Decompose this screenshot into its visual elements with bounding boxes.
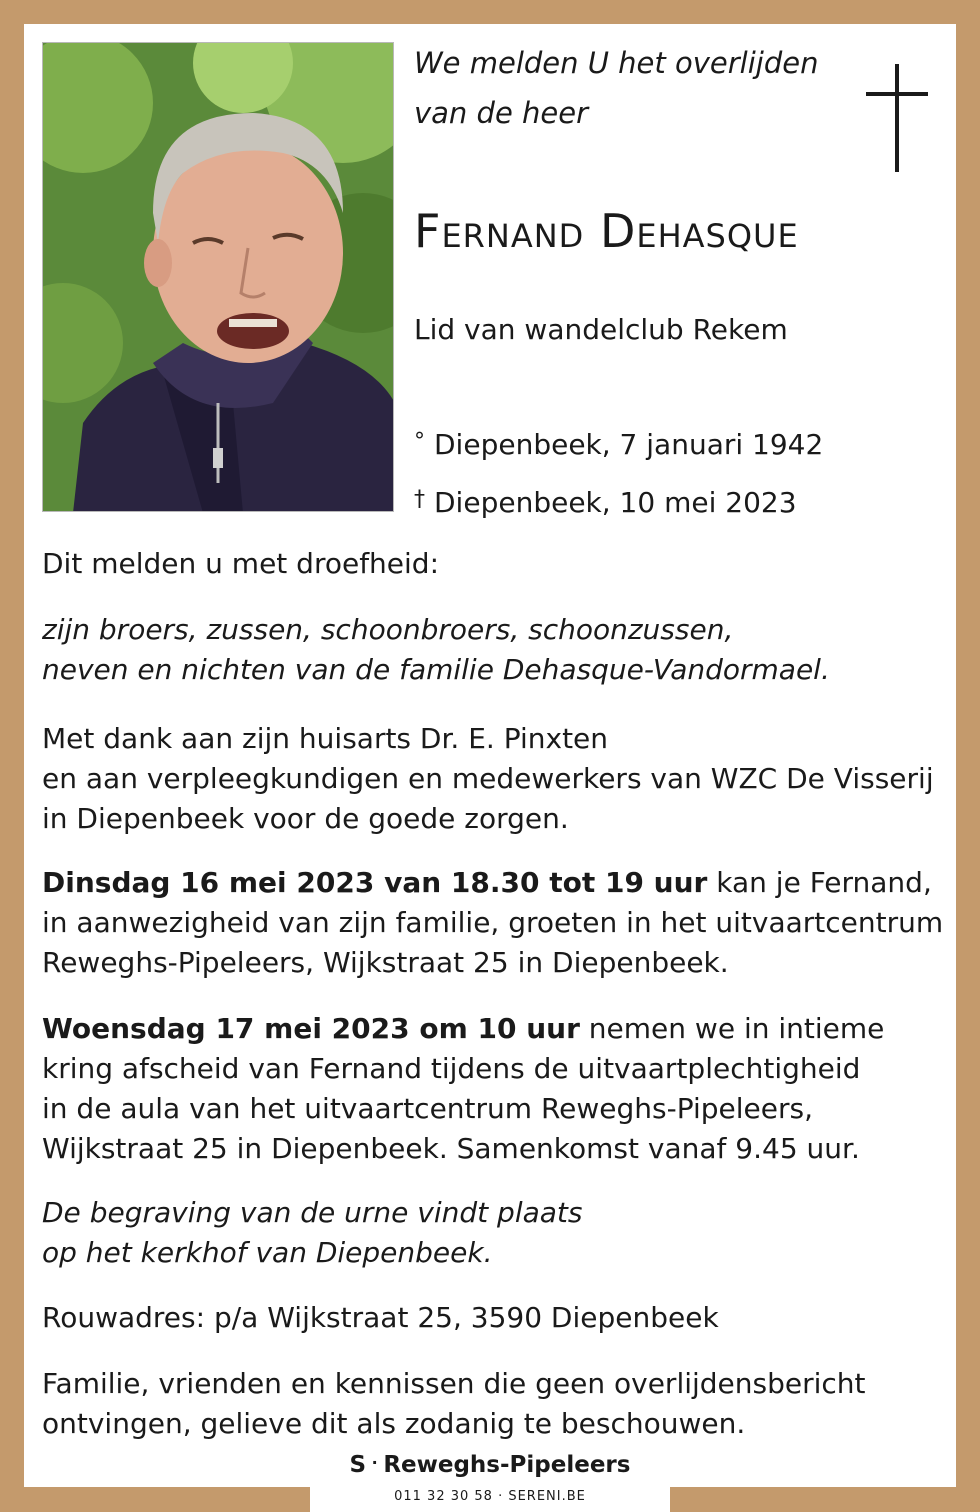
- funeral-home-contact: 011 32 30 58 · SERENI.BE: [394, 1489, 586, 1504]
- border-left-lower: [0, 512, 24, 1512]
- birth-line: [414, 420, 823, 467]
- announce-text: Dit melden u met droefheid:: [42, 547, 440, 580]
- thanks-line-3: in Diepenbeek voor de goede zorgen.: [42, 802, 569, 835]
- funeral-line-3: in de aula van het uitvaartcentrum Reweghs-Pipeleers,: [42, 1092, 813, 1125]
- burial-line-1: De begraving van de urne vindt plaats: [42, 1196, 583, 1229]
- funeral-datetime: Woensdag 17 mei 2023 om 10 uur: [42, 1012, 580, 1045]
- funeral-line-4: Wijkstraat 25 in Diepenbeek. Samenkomst vanaf 9.45 uur.: [42, 1132, 860, 1165]
- family-line-2: neven en nichten van de familie Dehasque-Vandormael.: [42, 653, 830, 686]
- visit-line-3: Reweghs-Pipeleers, Wijkstraat 25 in Diepenbeek.: [42, 946, 729, 979]
- intro-line-1: We melden U het overlijden: [414, 46, 819, 80]
- death-text: Diepenbeek, 10 mei 2023: [434, 486, 797, 519]
- mourning-address: Rouwadres: p/a Wijkstraat 25, 3590 Diepenbeek: [42, 1301, 719, 1334]
- visit-datetime: Dinsdag 16 mei 2023 van 18.30 tot 19 uur: [42, 866, 708, 899]
- deceased-name: Fernand Dehasque: [414, 204, 799, 258]
- funeral-home-name: Reweghs-Pipeleers: [383, 1452, 631, 1478]
- funeral-line-2: kring afscheid van Fernand tijdens de uitvaartplechtigheid: [42, 1052, 861, 1085]
- funeral-home-logo: S · Reweghs-Pipeleers: [349, 1452, 631, 1478]
- intro-text: [414, 38, 818, 138]
- family-line-1: zijn broers, zussen, schoonbroers, schoonzussen,: [42, 613, 734, 646]
- funeral-line-1: [42, 1009, 884, 1049]
- visit-line-2: in aanwezigheid van zijn familie, groeten in het uitvaartcentrum: [42, 906, 944, 939]
- intro-line-2: van de heer: [414, 96, 588, 130]
- burial-line-2: op het kerkhof van Diepenbeek.: [42, 1236, 493, 1269]
- thanks-line-2: en aan verpleegkundigen en medewerkers van WZC De Visserij: [42, 762, 934, 795]
- death-symbol: †: [414, 487, 425, 512]
- funeral-home-mark: S: [349, 1452, 367, 1478]
- visit-line-1: [42, 863, 932, 903]
- thanks-line-1: Met dank aan zijn huisarts Dr. E. Pinxten: [42, 722, 609, 755]
- visit-line-1-rest: kan je Fernand,: [707, 866, 932, 899]
- birth-symbol: °: [414, 429, 425, 454]
- closing-line-1: Familie, vrienden en kennissen die geen overlijdensbericht: [42, 1367, 866, 1400]
- closing-line-2: ontvingen, gelieve dit als zodanig te beschouwen.: [42, 1407, 746, 1440]
- funeral-line-1-rest: nemen we in intieme: [579, 1012, 885, 1045]
- portrait-photo: [42, 42, 394, 512]
- death-line: [414, 478, 797, 525]
- affiliation: Lid van wandelclub Rekem: [414, 313, 788, 346]
- cross-icon: [866, 64, 928, 172]
- birth-text: Diepenbeek, 7 januari 1942: [434, 428, 824, 461]
